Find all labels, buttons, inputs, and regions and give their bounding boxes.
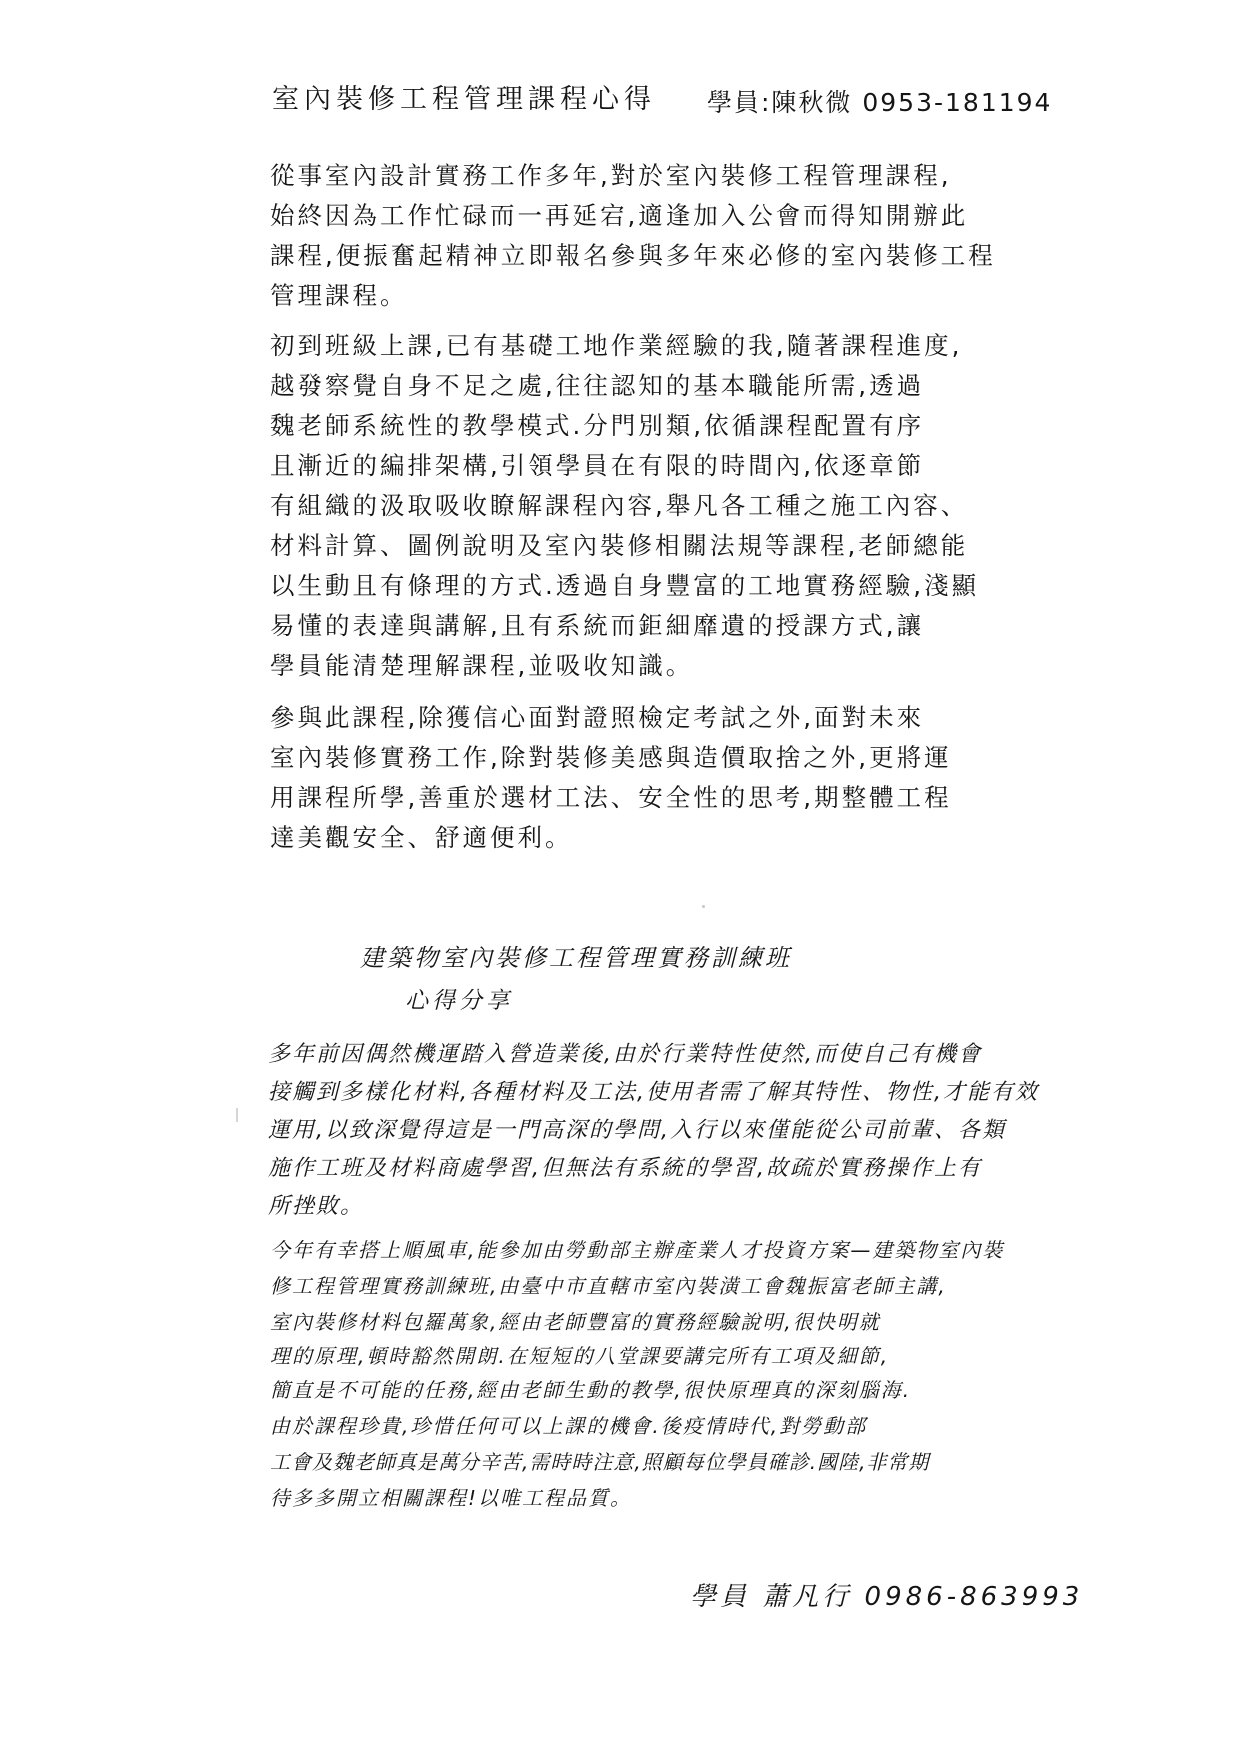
letter-one-p3-line: 室內裝修實務工作,除對裝修美感與造價取捨之外,更將運 [270,743,952,772]
letter-two-p2-line: 待多多開立相關課程!以唯工程品質。 [270,1486,633,1510]
letter-one-p3-line: 參與此課程,除獲信心面對證照檢定考試之外,面對未來 [270,703,925,732]
letter-two-p2-line: 由於課程珍貴,珍惜任何可以上課的機會.後疫情時代,對勞動部 [270,1414,868,1438]
letter-one-p2-line: 且漸近的編排架構,引領學員在有限的時間內,依逐章節 [270,451,925,480]
letter-two-p2-line: 今年有幸搭上順風車,能參加由勞動部主辦產業人才投資方案—建築物室內裝 [270,1238,1005,1262]
letter-one-p2-line: 材料計算、圖例說明及室內裝修相關法規等課程,老師總能 [270,531,969,560]
letter-two-p2-line: 工會及魏老師真是萬分辛苦,需時時注意,照顧每位學員確診.國陸,非常期 [270,1450,930,1474]
letter-two-p2-line: 簡直是不可能的任務,經由老師生動的教學,很快原理真的深刻腦海. [270,1378,912,1402]
letter-one [262,72,1053,932]
letter-two-subtitle: 心得分享 [405,988,513,1014]
letter-two-p1-line: 所挫敗。 [268,1194,365,1219]
letter-one-p3-line: 達美觀安全、舒適便利。 [270,823,573,852]
letter-one-p2-line: 易懂的表達與講解,且有系統而鉅細靡遺的授課方式,讓 [270,611,925,640]
letter-one-p2-line: 有組織的汲取吸收瞭解課程內容,舉凡各工種之施工內容、 [270,491,969,520]
letter-two-p2-line: 理的原理,頓時豁然開朗.在短短的八堂課要講完所有工項及細節, [270,1344,890,1368]
letter-two-p2-line: 修工程管理實務訓練班,由臺中市直轄市室內裝潢工會魏振富老師主講, [270,1274,947,1298]
letter-two-p1-line: 接觸到多樣化材料,各種材料及工法,使用者需了解其特性、物性,才能有效 [268,1080,1039,1105]
letter-one-p1-line: 管理課程。 [270,281,408,310]
letter-two-p1-line: 多年前因偶然機運踏入營造業後,由於行業特性使然,而使自己有機會 [268,1042,982,1067]
letter-one-title: 室內裝修工程管理課程心得 [272,84,656,115]
letter-one-p2-line: 學員能清楚理解課程,並吸收知識。 [270,651,694,680]
letter-one-p2-line: 魏老師系統性的教學模式.分門別類,依循課程配置有序 [270,411,925,440]
letter-two-title: 建築物室內裝修工程管理實務訓練班 [360,944,792,972]
letter-one-p2-line: 初到班級上課,已有基礎工地作業經驗的我,隨著課程進度, [270,331,963,360]
letter-one-p2-line: 越發察覺自身不足之處,往往認知的基本職能所需,透過 [270,371,925,400]
letter-one-p1-line: 課程,便振奮起精神立即報名參與多年來必修的室內裝修工程 [270,241,996,270]
scan-dot [702,905,705,908]
letter-one-student-info: 學員:陳秋微 0953-181194 [707,88,1053,117]
scan-artifact [236,1108,238,1122]
letter-two-p2-line: 室內裝修材料包羅萬象,經由老師豐富的實務經驗說明,很快明就 [270,1310,881,1334]
letter-one-p3-line: 用課程所學,善重於選材工法、安全性的思考,期整體工程 [270,783,952,812]
letter-one-p2-line: 以生動且有條理的方式.透過自身豐富的工地實務經驗,淺顯 [270,571,980,600]
letter-two-signature: 學員 蕭凡行 0986-863993 [690,1582,1084,1612]
letter-two-p1-line: 施作工班及材料商處學習,但無法有系統的學習,故疏於實務操作上有 [268,1156,982,1181]
letter-two [250,938,1084,1678]
letter-one-p1-line: 從事室內設計實務工作多年,對於室內裝修工程管理課程, [270,161,952,190]
letter-two-p1-line: 運用,以致深覺得這是一門高深的學問,入行以來僅能從公司前輩、各類 [268,1118,1006,1143]
letter-one-p1-line: 始終因為工作忙碌而一再延宕,適逢加入公會而得知開辦此 [270,201,969,230]
